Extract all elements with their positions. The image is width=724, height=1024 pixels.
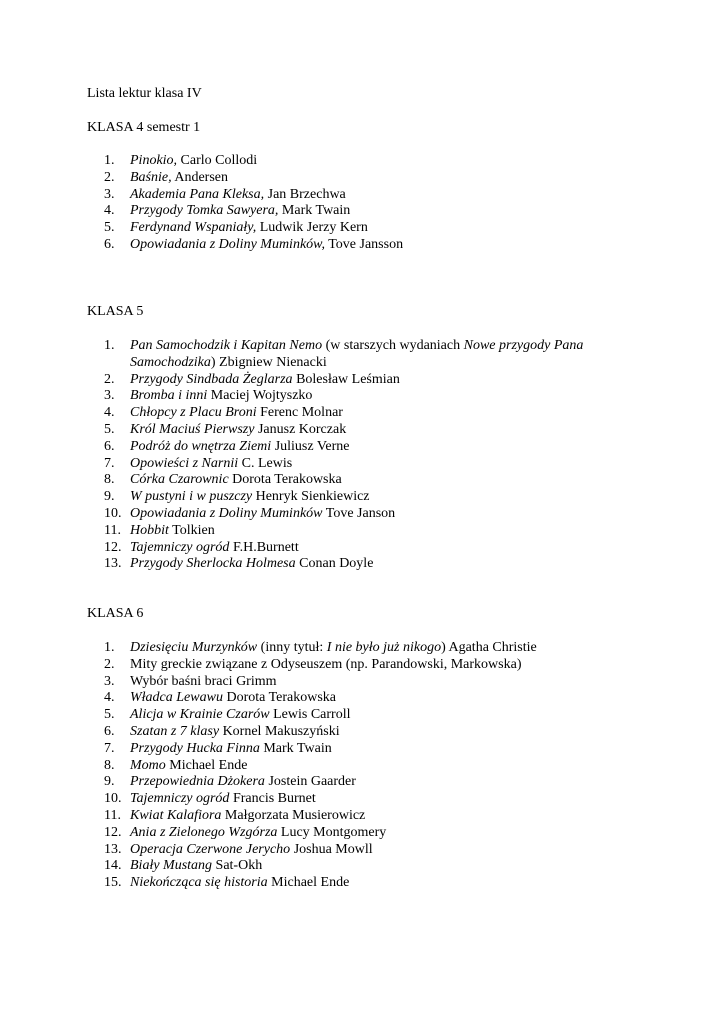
item-number-cell <box>87 338 130 372</box>
book-title: Pinokio, <box>130 153 178 168</box>
book-title: Opowiadania z Doliny Muminków <box>130 505 323 521</box>
item-number-cell <box>87 523 130 540</box>
item-number-cell <box>87 153 130 170</box>
item-number-cell <box>87 657 130 674</box>
book-title: Pan Samochodzik i Kapitan Nemo <box>130 338 323 353</box>
list-item <box>87 875 627 892</box>
list-item <box>87 372 627 389</box>
item-number: 10. <box>104 505 122 521</box>
book-title: Alicja w Krainie Czarów <box>130 707 270 723</box>
item-text <box>130 153 627 170</box>
item-text <box>130 220 627 237</box>
book-author: Wybór baśni braci Grimm <box>130 673 277 689</box>
list-item <box>87 456 627 473</box>
book-title: Ferdynand Wspaniały, <box>130 220 257 236</box>
item-number: 15. <box>104 875 122 891</box>
item-number: 1. <box>104 153 115 168</box>
item-number-cell <box>87 506 130 523</box>
item-text <box>130 640 627 657</box>
book-title: Przygody Hucka Finna <box>130 740 260 756</box>
item-text <box>130 540 627 557</box>
item-number: 12. <box>104 539 122 555</box>
list-item <box>87 506 627 523</box>
list-item <box>87 472 627 489</box>
book-author: Maciej Wojtyszko <box>207 388 313 404</box>
item-number: 14. <box>104 858 122 874</box>
item-number: 6. <box>104 438 115 454</box>
section-heading-klasa-4: KLASA 4 semestr 1 <box>87 120 201 135</box>
item-number-cell <box>87 707 130 724</box>
item-number: 3. <box>104 673 115 689</box>
item-number: 3. <box>104 186 115 202</box>
item-text <box>130 875 627 892</box>
item-number: 6. <box>104 236 115 252</box>
item-text <box>130 657 627 674</box>
book-author: Sat-Okh <box>212 858 263 874</box>
book-author: Mark Twain <box>259 740 332 756</box>
item-number-cell <box>87 741 130 758</box>
item-number: 4. <box>104 203 115 219</box>
item-number-cell <box>87 540 130 557</box>
book-alt-title: I nie było już nikogo <box>326 640 442 655</box>
book-title: W pustyni i w puszczy <box>130 489 253 505</box>
book-author: Bolesław Leśmian <box>292 371 400 387</box>
item-number: 5. <box>104 220 115 236</box>
item-number: 11. <box>104 807 121 823</box>
list-item <box>87 858 627 875</box>
book-title: Przygody Sindbada Żeglarza <box>130 371 293 387</box>
item-text <box>130 774 627 791</box>
book-author: Lewis Carroll <box>269 707 351 723</box>
item-number-cell <box>87 187 130 204</box>
book-author: (w starszych wydaniach <box>322 338 464 353</box>
item-number-cell <box>87 439 130 456</box>
book-title: Przygody Tomka Sawyera, <box>130 203 279 219</box>
list-item <box>87 774 627 791</box>
item-number-cell <box>87 456 130 473</box>
list-item <box>87 540 627 557</box>
book-title: Akademia Pana Kleksa, <box>130 186 265 202</box>
item-number-cell <box>87 203 130 220</box>
list-item <box>87 791 627 808</box>
list-item <box>87 523 627 540</box>
item-number-cell <box>87 237 130 254</box>
list-item <box>87 842 627 859</box>
reading-list-klasa-4 <box>87 153 627 254</box>
item-number: 4. <box>104 405 115 421</box>
item-number-cell <box>87 220 130 237</box>
item-number: 2. <box>104 371 115 387</box>
item-text <box>130 758 627 775</box>
list-item <box>87 338 627 372</box>
item-text <box>130 338 627 372</box>
list-item <box>87 489 627 506</box>
item-number: 1. <box>104 338 115 353</box>
item-number: 13. <box>104 841 122 857</box>
item-number: 9. <box>104 489 115 505</box>
item-text <box>130 556 627 573</box>
item-number-cell <box>87 422 130 439</box>
list-item <box>87 220 627 237</box>
item-number: 5. <box>104 421 115 437</box>
list-item <box>87 556 627 573</box>
book-title: Kwiat Kalafiora <box>130 807 222 823</box>
book-title: Dziesięciu Murzynków <box>130 640 258 655</box>
item-number: 12. <box>104 824 122 840</box>
list-item <box>87 405 627 422</box>
item-number: 7. <box>104 740 115 756</box>
item-number-cell <box>87 808 130 825</box>
item-number-cell <box>87 489 130 506</box>
reading-list-klasa-6 <box>87 640 627 892</box>
item-number-cell <box>87 674 130 691</box>
item-number: 11. <box>104 522 121 538</box>
list-item <box>87 187 627 204</box>
book-author: Tove Janson <box>322 505 396 521</box>
book-title: Córka Czarownic <box>130 472 229 488</box>
book-title: Hobbit <box>130 522 169 538</box>
book-title: Biały Mustang <box>130 858 213 874</box>
list-item <box>87 657 627 674</box>
list-item <box>87 422 627 439</box>
item-number-cell <box>87 774 130 791</box>
item-text <box>130 791 627 808</box>
book-author: Juliusz Verne <box>271 438 350 454</box>
list-item <box>87 237 627 254</box>
book-author: Kornel Makuszyński <box>219 723 340 739</box>
book-title: Przygody Sherlocka Holmesa <box>130 556 296 572</box>
item-text <box>130 858 627 875</box>
item-text <box>130 506 627 523</box>
item-text <box>130 456 627 473</box>
item-text <box>130 724 627 741</box>
item-number: 8. <box>104 757 115 773</box>
item-number: 13. <box>104 556 122 572</box>
item-text <box>130 674 627 691</box>
book-author: Conan Doyle <box>295 556 374 572</box>
reading-list-klasa-5 <box>87 338 627 573</box>
book-author: C. Lewis <box>238 455 293 471</box>
item-text <box>130 690 627 707</box>
item-number-cell <box>87 724 130 741</box>
list-item <box>87 690 627 707</box>
book-author: Janusz Korczak <box>254 421 347 437</box>
item-text <box>130 741 627 758</box>
document-title: Lista lektur klasa IV <box>87 86 202 101</box>
book-title: Szatan z 7 klasy <box>130 723 220 739</box>
book-title: Operacja Czerwone Jerycho <box>130 841 291 857</box>
item-number-cell <box>87 690 130 707</box>
item-text <box>130 422 627 439</box>
book-author: ) Zbigniew Nienacki <box>210 354 327 370</box>
item-number: 2. <box>104 656 115 672</box>
book-author: F.H.Burnett <box>229 539 299 555</box>
item-number: 5. <box>104 707 115 723</box>
item-text <box>130 707 627 724</box>
list-item <box>87 741 627 758</box>
item-text <box>130 472 627 489</box>
item-text <box>130 842 627 859</box>
book-author: Lucy Montgomery <box>277 824 387 840</box>
book-author: ) Agatha Christie <box>441 640 537 655</box>
book-author: Małgorzata Musierowicz <box>221 807 366 823</box>
book-title: Podróż do wnętrza Ziemi <box>130 438 272 454</box>
item-number-cell <box>87 405 130 422</box>
book-author: Michael Ende <box>267 875 350 891</box>
item-number: 1. <box>104 640 115 655</box>
item-number-cell <box>87 372 130 389</box>
list-item <box>87 153 627 170</box>
book-author: Tolkien <box>168 522 215 538</box>
item-text <box>130 523 627 540</box>
item-text <box>130 825 627 842</box>
book-author: Mity greckie związane z Odyseuszem (np. Parandowski, Markowska) <box>130 656 522 672</box>
book-author: Francis Burnet <box>229 791 316 807</box>
list-item <box>87 640 627 657</box>
item-number: 3. <box>104 388 115 404</box>
item-number: 2. <box>104 169 115 185</box>
item-text <box>130 405 627 422</box>
book-author: Jan Brzechwa <box>264 186 346 202</box>
book-title: Niekończąca się historia <box>130 875 268 891</box>
book-title: Chłopcy z Placu Broni <box>130 405 257 421</box>
item-text <box>130 187 627 204</box>
item-text <box>130 372 627 389</box>
book-alt-title: Nowe przygody Pana Samochodzika <box>130 338 584 370</box>
item-text <box>130 808 627 825</box>
book-title: Ania z Zielonego Wzgórza <box>130 824 278 840</box>
list-item <box>87 724 627 741</box>
item-number-cell <box>87 170 130 187</box>
book-author: Ferenc Molnar <box>256 405 343 421</box>
list-item <box>87 707 627 724</box>
item-text <box>130 388 627 405</box>
item-text <box>130 489 627 506</box>
book-author: Jostein Gaarder <box>264 774 356 790</box>
list-item <box>87 170 627 187</box>
list-item <box>87 808 627 825</box>
item-number-cell <box>87 875 130 892</box>
list-item <box>87 825 627 842</box>
list-item <box>87 674 627 691</box>
list-item <box>87 203 627 220</box>
book-title: Baśnie, <box>130 169 172 185</box>
item-number-cell <box>87 758 130 775</box>
item-number-cell <box>87 640 130 657</box>
book-author: (inny tytuł: <box>257 640 327 655</box>
book-title: Bromba i inni <box>130 388 208 404</box>
book-title: Momo <box>130 757 166 773</box>
book-title: Tajemniczy ogród <box>130 539 230 555</box>
item-text <box>130 170 627 187</box>
book-author: Henryk Sienkiewicz <box>252 489 370 505</box>
book-title: Władca Lewawu <box>130 690 223 706</box>
book-author: Ludwik Jerzy Kern <box>256 220 368 236</box>
section-heading-klasa-6: KLASA 6 <box>87 606 144 621</box>
list-item <box>87 439 627 456</box>
book-title: Król Maciuś Pierwszy <box>130 421 255 437</box>
section-heading-klasa-5: KLASA 5 <box>87 304 144 319</box>
item-text <box>130 237 627 254</box>
book-title: Opowiadania z Doliny Muminków, <box>130 236 325 252</box>
item-number: 4. <box>104 690 115 706</box>
item-number: 10. <box>104 791 122 807</box>
book-author: Tove Jansson <box>324 236 404 252</box>
item-number-cell <box>87 858 130 875</box>
book-author: Michael Ende <box>165 757 248 773</box>
item-number-cell <box>87 556 130 573</box>
item-number: 6. <box>104 723 115 739</box>
book-author: Carlo Collodi <box>177 153 258 168</box>
item-number: 9. <box>104 774 115 790</box>
item-text <box>130 203 627 220</box>
book-author: Mark Twain <box>278 203 351 219</box>
list-item <box>87 758 627 775</box>
item-number-cell <box>87 842 130 859</box>
item-number-cell <box>87 388 130 405</box>
book-title: Przepowiednia Dżokera <box>130 774 265 790</box>
item-text <box>130 439 627 456</box>
item-number-cell <box>87 472 130 489</box>
book-author: Andersen <box>171 169 228 185</box>
list-item <box>87 388 627 405</box>
book-title: Opowieści z Narnii <box>130 455 239 471</box>
item-number: 7. <box>104 455 115 471</box>
book-author: Dorota Terakowska <box>228 472 342 488</box>
book-title: Tajemniczy ogród <box>130 791 230 807</box>
book-author: Dorota Terakowska <box>222 690 337 706</box>
item-number-cell <box>87 791 130 808</box>
item-number-cell <box>87 825 130 842</box>
book-author: Joshua Mowll <box>290 841 373 857</box>
item-number: 8. <box>104 472 115 488</box>
